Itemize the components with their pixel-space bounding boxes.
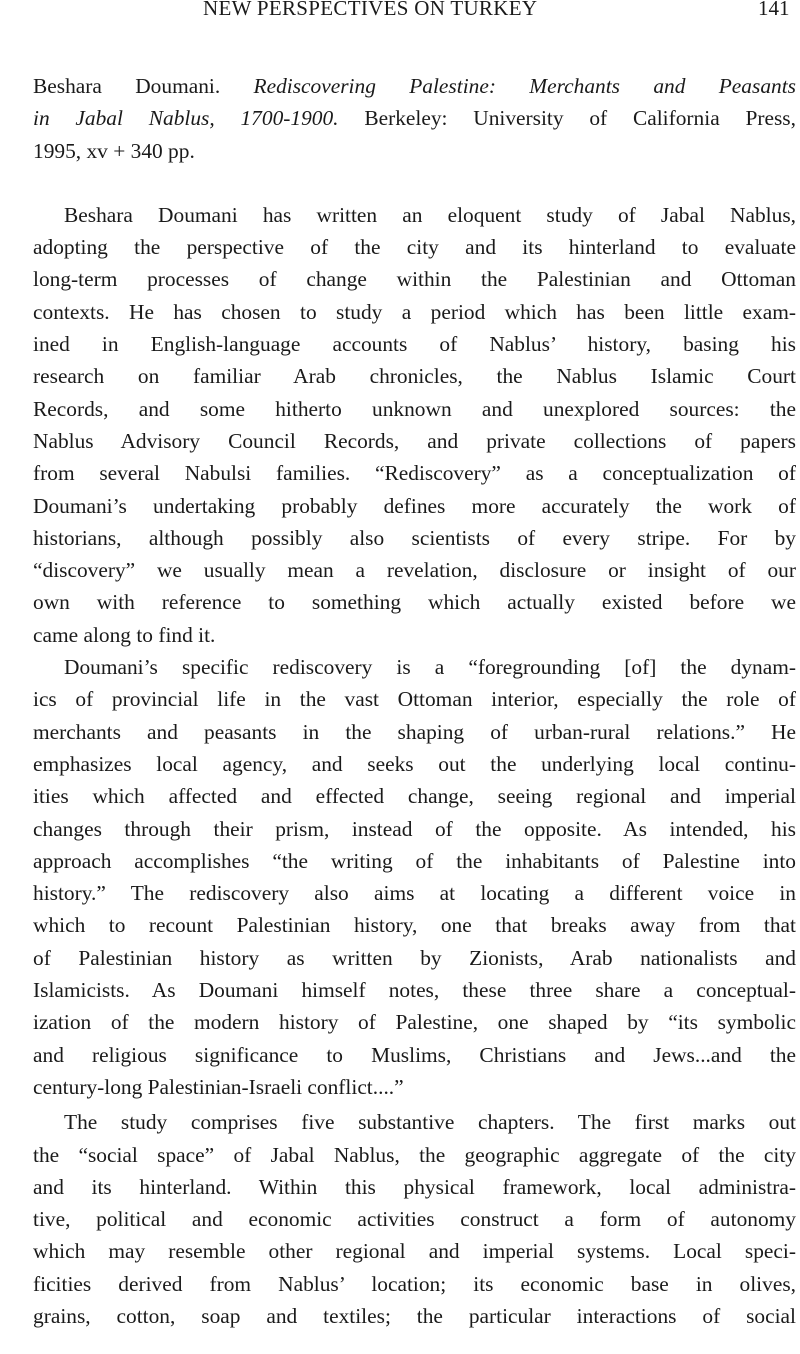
citation-line: [33, 135, 796, 167]
citation-title: Rediscovering Palestine: Merchants and Peasants: [253, 74, 796, 98]
running-head: [0, 0, 800, 21]
text-line: and its hinterland. Within this physical framework, local administra-: [33, 1174, 796, 1199]
text-line: emphasizes local agency, and seeks out the underlying local continu-: [33, 751, 796, 776]
text-line: which may resemble other regional and imperial systems. Local speci-: [33, 1239, 796, 1264]
text-line: ities which affected and effected change, seeing regional and imperial: [33, 784, 796, 809]
text-line: tive, political and economic activities construct a form of autonomy: [33, 1207, 796, 1232]
text-line: of Palestinian history as written by Zionists, Arab nationalists and: [33, 945, 796, 970]
text-line: own with reference to something which actually existed before we: [33, 590, 796, 615]
page-text: [33, 70, 796, 1332]
text-line: ficities derived from Nablus’ location; its economic base in olives,: [33, 1271, 796, 1296]
text-line: ined in English-language accounts of Nablus’ history, basing his: [33, 332, 796, 357]
book-citation: [33, 70, 796, 167]
journal-title: NEW PERSPECTIVES ON TURKEY: [203, 0, 538, 20]
text-line: adopting the perspective of the city and its hinterland to evaluate: [33, 235, 796, 260]
text-line: history.” The rediscovery also aims at locating a different voice in: [33, 881, 796, 906]
text-line: Doumani’s specific rediscovery is a “foregrounding [of] the dynam-: [64, 655, 796, 680]
text-line: Nablus Advisory Council Records, and private collections of papers: [33, 428, 796, 453]
text-line: long-term processes of change within the Palestinian and Ottoman: [33, 267, 796, 292]
text-line: changes through their prism, instead of the opposite. As intended, his: [33, 816, 796, 841]
text-line: research on familiar Arab chronicles, the Nablus Islamic Court: [33, 364, 796, 389]
text-line: Doumani’s undertaking probably defines more accurately the work of: [33, 493, 796, 518]
text-line: ization of the modern history of Palestine, one shaped by “its symbolic: [33, 1010, 796, 1035]
citation-details: 1995, xv + 340 pp.: [33, 138, 195, 163]
citation-title-cont: in Jabal Nablus, 1700-1900.: [33, 106, 339, 131]
text-line: from several Nabulsi families. “Rediscovery” as a conceptualization of: [33, 461, 796, 486]
text-line: approach accomplishes “the writing of the inhabitants of Palestine into: [33, 848, 796, 873]
text-line: came along to find it.: [33, 622, 216, 647]
paragraph: [33, 199, 796, 651]
text-line: the “social space” of Jabal Nablus, the geographic aggregate of the city: [33, 1142, 796, 1167]
text-line: grains, cotton, soap and textiles; the particular interactions of social: [33, 1303, 796, 1328]
text-line: Records, and some hitherto unknown and unexplored sources: the: [33, 396, 796, 421]
paragraph: [33, 1106, 796, 1332]
text-line: century-long Palestinian-Israeli conflict....”: [33, 1074, 404, 1099]
text-line: merchants and peasants in the shaping of urban-rural relations.” He: [33, 719, 796, 744]
text-line: which to recount Palestinian history, one that breaks away from that: [33, 913, 796, 938]
text-line: Islamicists. As Doumani himself notes, these three share a conceptual-: [33, 978, 796, 1003]
text-line: ics of provincial life in the vast Ottoman interior, especially the role of: [33, 687, 796, 712]
text-line: contexts. He has chosen to study a period which has been little exam-: [33, 299, 796, 324]
section-gap: [33, 167, 796, 199]
page-number: 141: [758, 0, 790, 20]
citation-line: [33, 70, 796, 102]
text-line: The study comprises five substantive chapters. The first marks out: [64, 1110, 796, 1135]
citation-author: Besharа Doumani.: [33, 74, 221, 98]
text-line: historians, although possibly also scientists of every stripe. For by: [33, 525, 796, 550]
citation-line: [33, 102, 796, 134]
citation-publisher: Berkeley: University of California Press,: [364, 106, 796, 131]
text-line: and religious significance to Muslims, Christians and Jews...and the: [33, 1042, 796, 1067]
text-line: Beshara Doumani has written an eloquent study of Jabal Nablus,: [64, 202, 796, 227]
text-line: “discovery” we usually mean a revelation, disclosure or insight of our: [33, 558, 796, 583]
paragraph: [33, 651, 796, 1103]
